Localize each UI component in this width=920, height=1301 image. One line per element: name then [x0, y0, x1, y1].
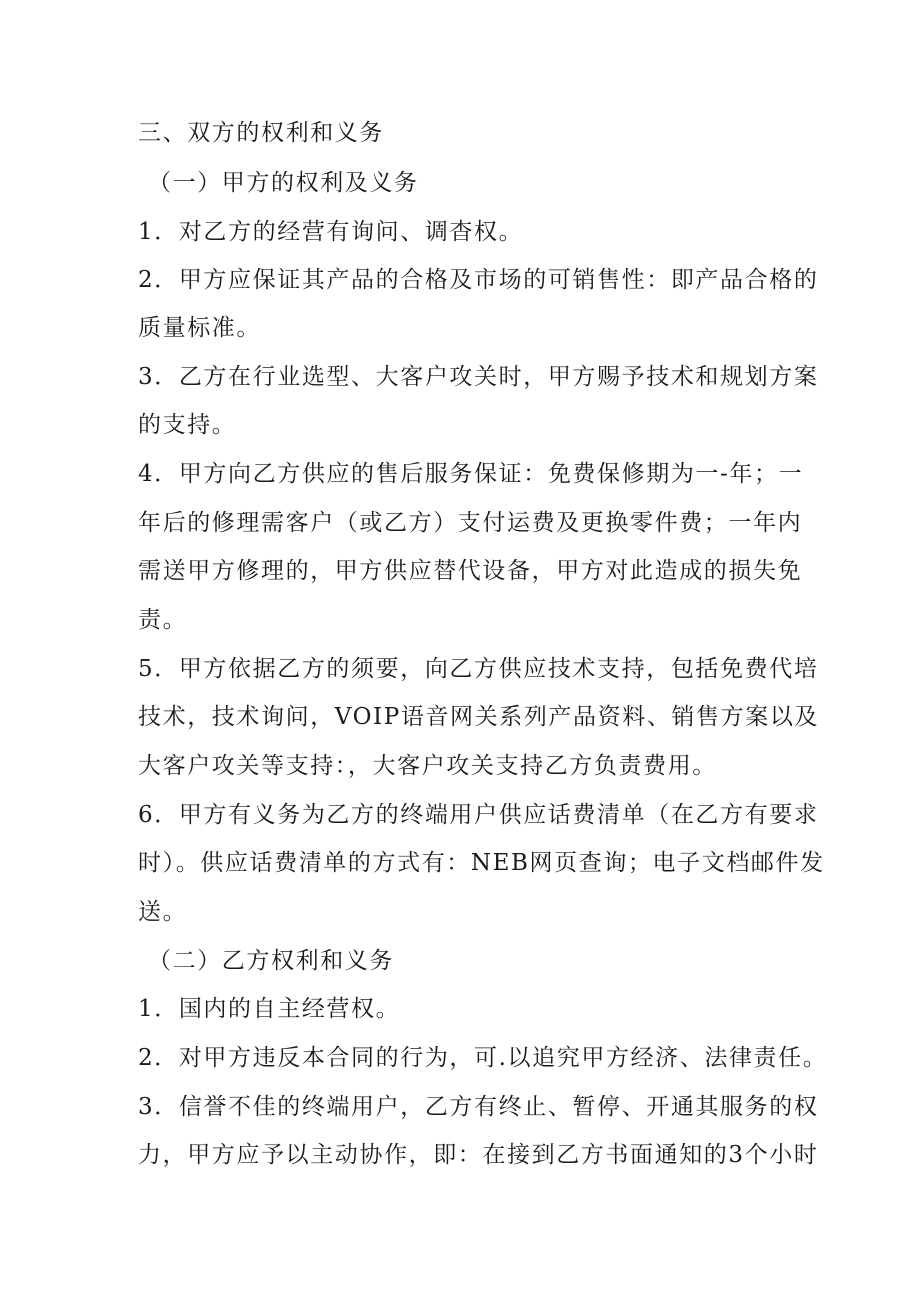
party-a-item-2-line-1: 2．甲方应保证其产品的合格及市场的可销售性：即产品合格的 — [138, 267, 819, 293]
party-b-item-3-line-1: 3．信誉不佳的终端用户，乙方有终止、暂停、开通其服务的权 — [138, 1094, 819, 1120]
party-a-item-4-line-4: 责。 — [138, 607, 188, 633]
party-a-item-6-line-3: 送。 — [138, 899, 188, 925]
party-a-item-3-line-2: 的支持。 — [138, 412, 237, 438]
party-a-item-6-line-2: 时）。供应话费清单的方式有：NEB网页查询；电子文档邮件发 — [138, 850, 825, 876]
party-a-item-4-line-1: 4．甲方向乙方供应的售后服务保证：免费保修期为一-年；一 — [138, 461, 804, 487]
party-a-item-4-line-3: 需送甲方修理的，甲方供应替代设备，甲方对此造成的损失免 — [138, 558, 803, 584]
party-a-item-2-line-2: 质量标准。 — [138, 315, 261, 341]
party-a-item-3-line-1: 3．乙方在行业选型、大客户攻关时，甲方赐予技术和规划方案 — [138, 364, 819, 390]
party-a-item-1-line-1: 1．对乙方的经营有询问、调杳权。 — [138, 219, 524, 245]
party-a-item-4-line-2: 年后的修理需客户（或乙方）支付运费及更换零件费；一年内 — [138, 510, 803, 536]
subsection-heading-party-b: （二）乙方权利和义务 — [148, 948, 394, 974]
subsection-heading-party-a: （一）甲方的权利及义务 — [148, 170, 419, 196]
party-a-item-5-line-3: 大客户攻关等支持：，大客户攻关支持乙方负责费用。 — [138, 753, 717, 779]
section-heading: 三、双方的权利和义务 — [138, 120, 384, 146]
party-a-item-5-line-1: 5．甲方依据乙方的须要，向乙方供应技术支持，包括免费代培 — [138, 656, 819, 682]
party-b-item-2-line-1: 2．对甲方违反本合同的行为，可.以追究甲方经济、法律责任。 — [138, 1045, 828, 1071]
party-b-item-3-line-2: 力，甲方应予以主动协作，即：在接到乙方书面通知的3个小时 — [138, 1142, 819, 1168]
party-a-item-6-line-1: 6．甲方有义务为乙方的终端用户供应话费清单（在乙方有要求 — [138, 802, 819, 828]
party-b-item-1-line-1: 1．国内的自主经营权。 — [138, 996, 401, 1022]
party-a-item-5-line-2: 技术，技术询问，VOIP语音网关系列产品资料、销售方案以及 — [138, 704, 820, 730]
